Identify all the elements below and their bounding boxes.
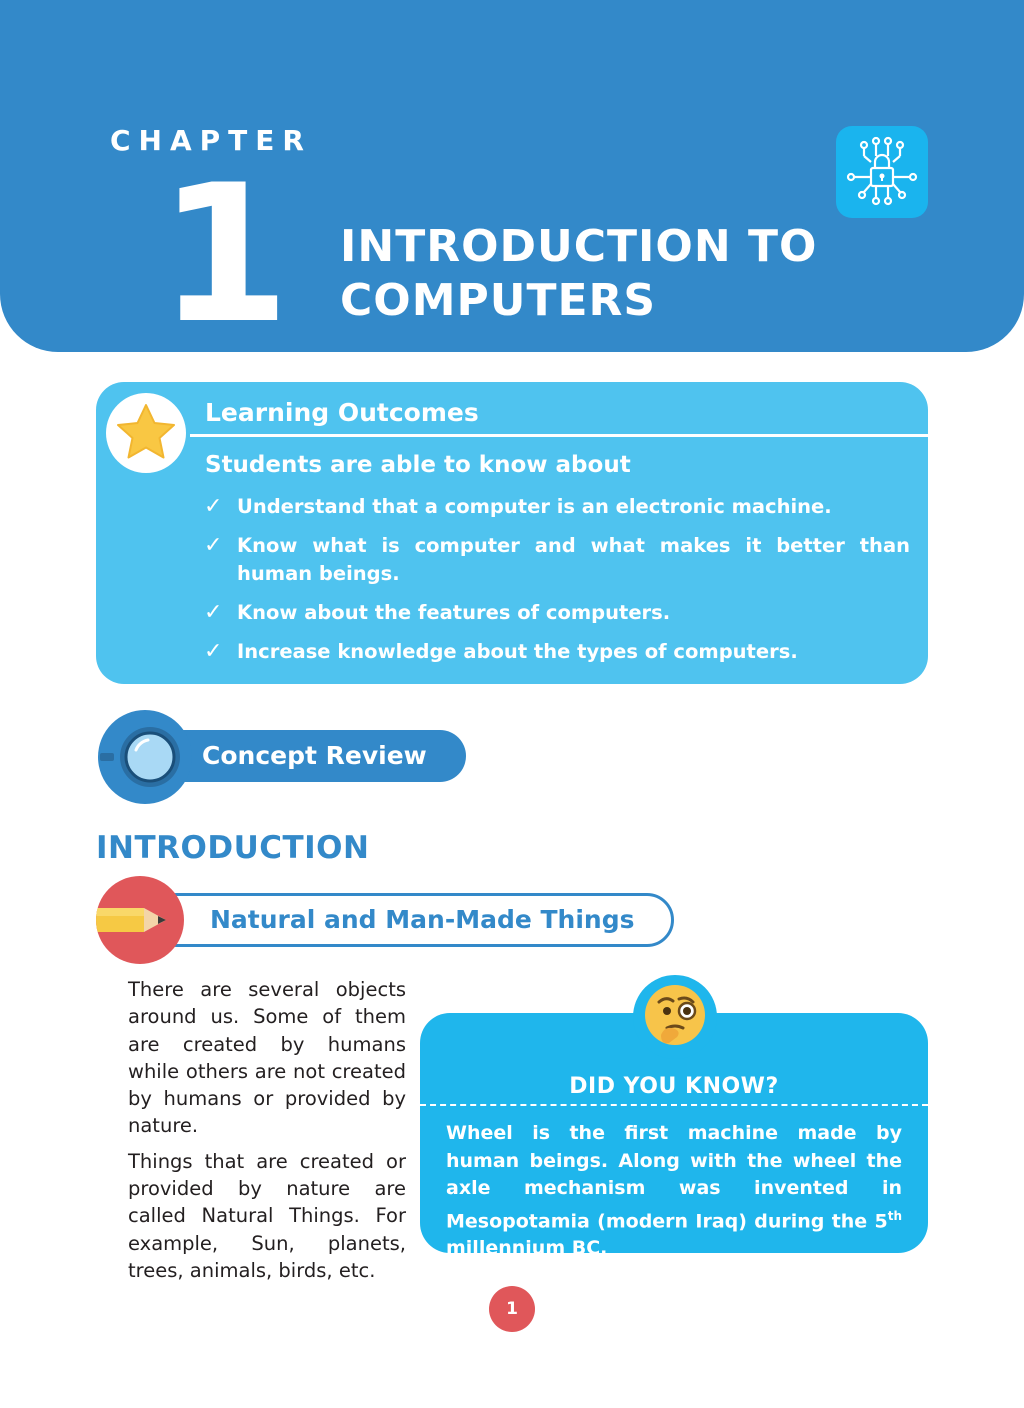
list-item: ✓ Know what is computer and what makes it better than human beings. (204, 533, 910, 585)
chapter-title-line2: COMPUTERS (340, 275, 657, 326)
did-you-know-title: DID YOU KNOW? (569, 1074, 779, 1099)
checkmark-icon: ✓ (204, 600, 223, 625)
page-number: 1 (489, 1286, 535, 1332)
checkmark-icon: ✓ (204, 494, 223, 519)
list-item: ✓ Know about the features of computers. (204, 600, 671, 625)
did-you-know-text: Wheel is the first machine made by human beings. Along with the wheel the axle mechanism was invented in Mesopotamia (modern Iraq) during the 5th millennium BC. (446, 1122, 902, 1260)
concept-review-label: Concept Review (202, 741, 427, 770)
pencil-icon (96, 876, 184, 964)
learning-outcomes-subheading: Students are able to know about (205, 452, 631, 478)
paragraph: Things that are created or provided by nature are called Natural Things. For example, Sun, planets, trees, animals, birds, etc. (128, 1149, 406, 1282)
checkmark-icon: ✓ (204, 533, 223, 558)
circuit-lock-icon (836, 126, 928, 218)
body-text (128, 976, 406, 1292)
chapter-number: 1 (158, 144, 291, 365)
subsection-label: Natural and Man-Made Things (210, 905, 635, 934)
section-heading: INTRODUCTION (96, 830, 370, 866)
learning-outcomes-heading: Learning Outcomes (205, 398, 479, 427)
learning-outcomes-list (204, 493, 910, 677)
chapter-title (340, 220, 817, 328)
list-item: ✓ Understand that a computer is an electronic machine. (204, 494, 832, 519)
divider (190, 434, 928, 437)
paragraph: There are several objects around us. Some of them are created by humans while others are not created by humans or provided by nature. (128, 978, 406, 1138)
chapter-title-line1: INTRODUCTION TO (340, 221, 818, 272)
list-item: ✓ Increase knowledge about the types of computers. (204, 639, 798, 664)
star-icon (106, 393, 186, 473)
checkmark-icon: ✓ (204, 639, 223, 664)
magnifier-icon (98, 710, 192, 804)
dashed-divider (420, 1104, 928, 1106)
thinking-face-icon (633, 975, 717, 1059)
chapter-label: CHAPTER (110, 124, 312, 157)
